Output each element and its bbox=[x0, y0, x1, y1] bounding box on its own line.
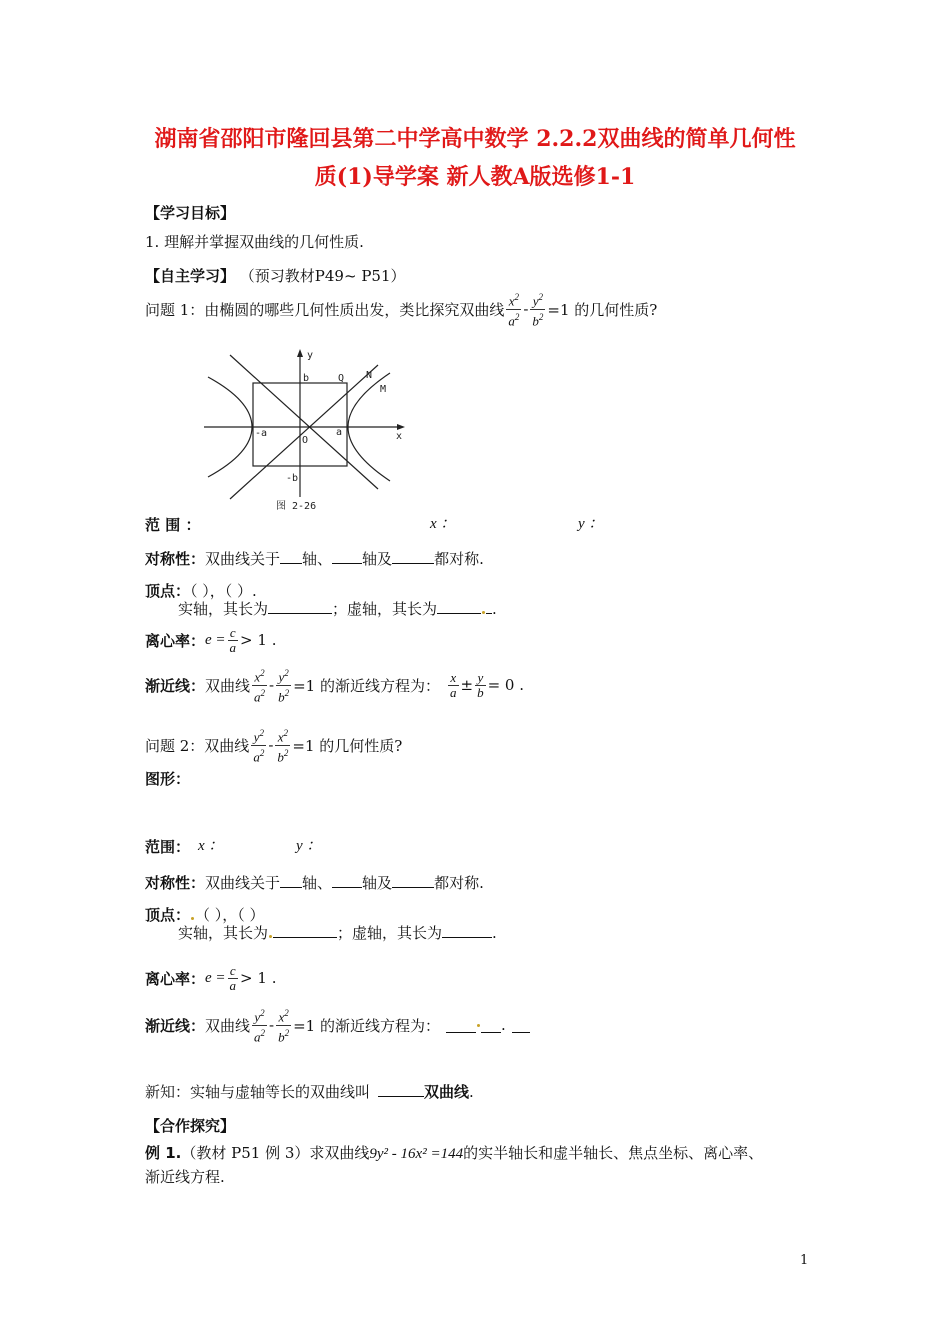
range-label: 范 围 ： bbox=[145, 516, 201, 534]
symmetry-2-line: 对称性：双曲线关于 轴、 轴及 都对称. bbox=[145, 874, 484, 892]
figure-label-m: M bbox=[380, 384, 387, 395]
section-self-study bbox=[145, 265, 406, 286]
range-2-x: x ： bbox=[198, 838, 224, 854]
page-title-line-1: 湖南省邵阳市隆回县第二中学高中数学 2.2.2双曲线的简单几何性 bbox=[154, 126, 796, 152]
asymptote-2-line: 渐近线： 双曲线 $\frac{y^2}{a^2}$ - $\frac{x^2}{b^2}$ =1 的渐近线方程为： . bbox=[145, 1002, 530, 1048]
goal-item-1: 1. 理解并掌握双曲线的几何性质. bbox=[145, 233, 364, 251]
question-2: 问题 2：双曲线 $\frac{y^2}{a^2}$ - $\frac{x^2}{b^2}$ =1 的几何性质? bbox=[145, 728, 403, 764]
new-knowledge-line: 新知：实轴与虚轴等长的双曲线叫 双曲线. bbox=[145, 1083, 474, 1101]
figure-label-o: O bbox=[302, 435, 309, 446]
figure-caption: 图 2-26 bbox=[276, 501, 317, 512]
range-y: y ： bbox=[578, 516, 604, 532]
preview-note: （预习教材P49~ P51） bbox=[239, 267, 406, 285]
figure-label-neg-b: -b bbox=[286, 473, 299, 484]
asymptote-line: 渐近线： 双曲线 $\frac{x^2}{a^2}$ - $\frac{y^2}{b^2}$ =1 的渐近线方程为： $\frac{x}{a}$ ± $\frac{y}{b}$ = 0 . bbox=[145, 668, 524, 704]
shape-label: 图形： bbox=[145, 770, 191, 788]
axis-2-line: 实轴，其长为 ；虚轴，其长为 . bbox=[178, 924, 497, 942]
figure-label-neg-a: -a bbox=[255, 428, 268, 439]
eccentricity-2-line: 离心率： e = $\frac{c}{a}$ > 1 . bbox=[145, 962, 277, 993]
figure-label-x: x bbox=[396, 431, 403, 442]
figure-label-a: a bbox=[336, 427, 343, 438]
example-1-line-2: 渐近线方程. bbox=[145, 1168, 225, 1186]
hyperbola-figure bbox=[200, 345, 415, 515]
vertex-line: 顶点：（ ），（ ）. bbox=[145, 582, 257, 600]
vertex-label: 顶点： bbox=[145, 582, 191, 600]
example-1-line-1: 例 1.（教材 P51 例 3）求双曲线9y² - 16x² =144的实半轴长和虚半轴长、焦点坐标、离心率、 bbox=[145, 1144, 764, 1162]
fraction-y2-b2: $\frac{y^2}{b^2}$ bbox=[532, 292, 544, 328]
figure-label-y: y bbox=[307, 350, 314, 361]
question-1-text: 问题 1：由椭圆的哪些几何性质出发，类比探究双曲线 bbox=[145, 300, 505, 319]
range-x: x ： bbox=[430, 516, 456, 532]
eccentricity-label: 离心率： bbox=[145, 631, 206, 650]
figure-label-b: b bbox=[303, 373, 310, 384]
range-2-label: 范围： bbox=[145, 838, 191, 856]
axis-line: 实轴，其长为 ；虚轴，其长为 . bbox=[178, 600, 497, 618]
eccentricity-line: 离心率： e = $\frac{c}{a}$ > 1 . bbox=[145, 624, 277, 655]
fraction-c-a: $\frac{c}{a}$ bbox=[229, 624, 237, 655]
range-2-y: y ： bbox=[296, 838, 322, 854]
fraction-x2-a2: $\frac{x^2}{a^2}$ bbox=[508, 292, 520, 328]
section-heading-cooperative: 【合作探究】 bbox=[145, 1117, 236, 1135]
figure-label-q: Q bbox=[338, 373, 345, 384]
section-heading-goals: 【学习目标】 bbox=[145, 204, 236, 222]
symmetry-label: 对称性： bbox=[145, 550, 206, 568]
page-number: 1 bbox=[800, 1253, 809, 1268]
page-title-line-2: 质(1)导学案 新人教A版选修1-1 bbox=[314, 164, 636, 190]
vertex-2-line: 顶点： （ ），（ ） bbox=[145, 906, 265, 924]
figure-label-n: N bbox=[366, 370, 373, 381]
asymptote-label: 渐近线： bbox=[145, 676, 206, 695]
symmetry-line: 对称性：双曲线关于 轴、 轴及 都对称. bbox=[145, 550, 484, 568]
section-heading-self-study: 【自主学习】 bbox=[145, 267, 236, 285]
question-1: 问题 1：由椭圆的哪些几何性质出发，类比探究双曲线 $\frac{x^2}{a^2}$ - $\frac{y^2}{b^2}$ =1 的几何性质? bbox=[145, 292, 658, 328]
